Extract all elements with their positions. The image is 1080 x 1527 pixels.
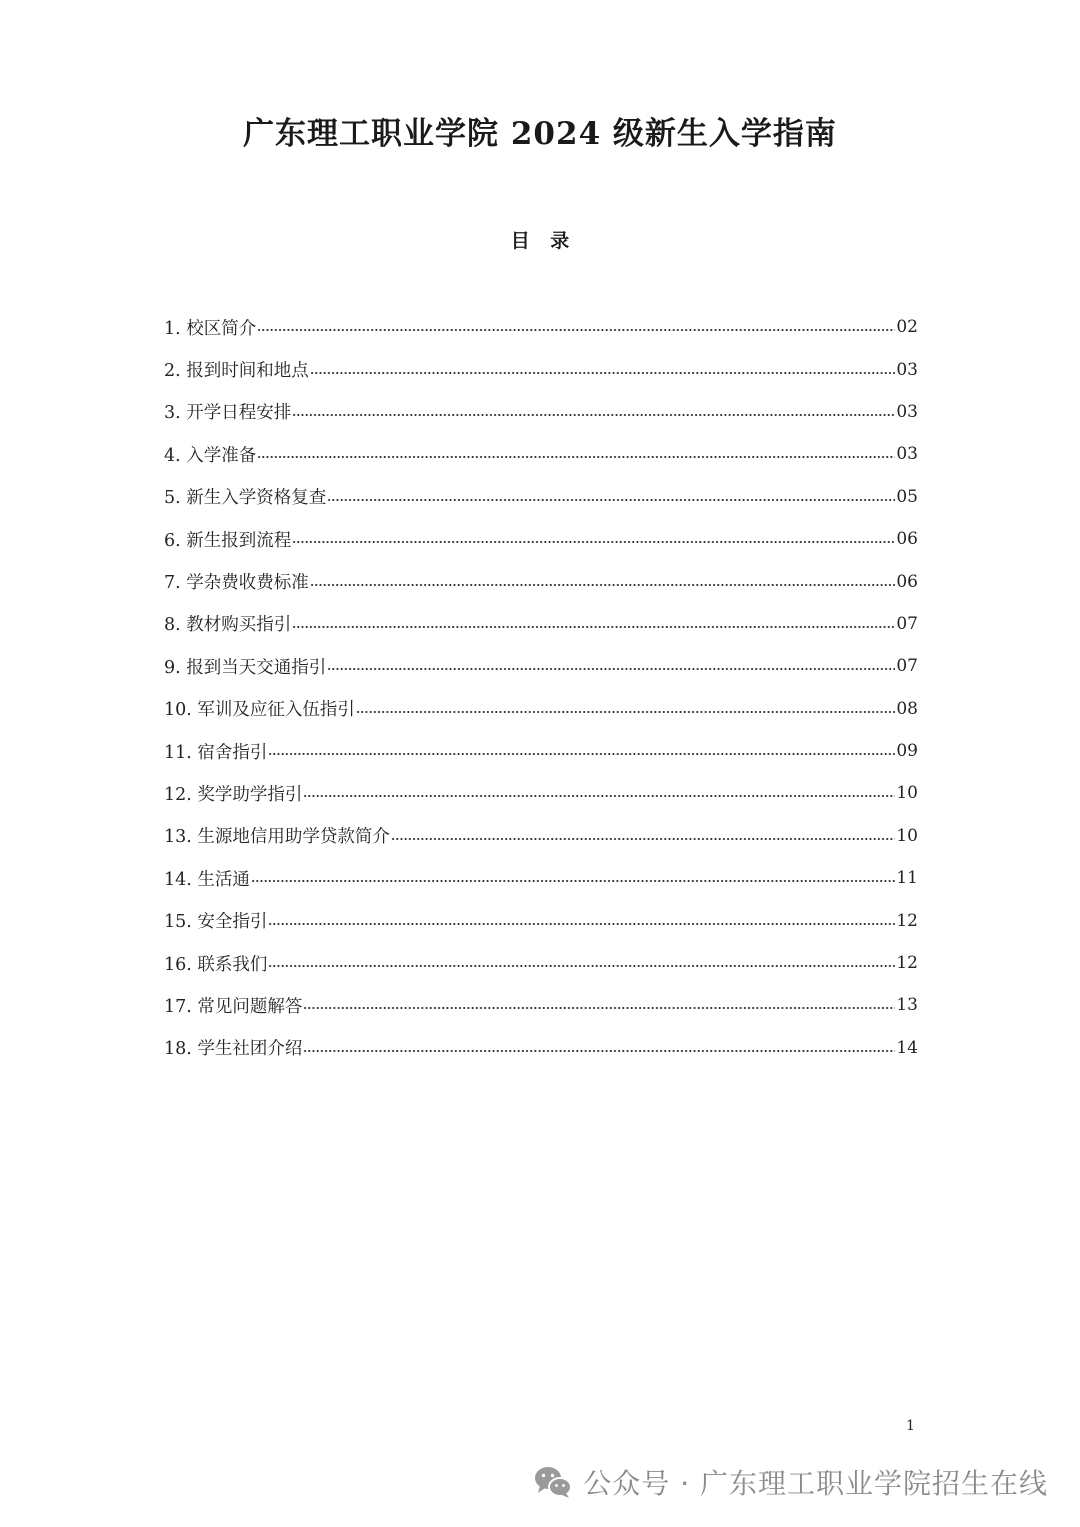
toc-item-page: 02: [896, 317, 918, 338]
watermark-text: 公众号 · 广东理工职业学院招生在线: [583, 1467, 1048, 1500]
toc-item[interactable]: [164, 306, 918, 348]
toc-heading: 目 录: [510, 230, 570, 252]
toc-dot-leader: [303, 1049, 895, 1053]
toc-dot-leader: [391, 837, 895, 841]
toc-item[interactable]: [164, 772, 918, 814]
toc-item-label: 18. 学生社团介绍: [164, 1039, 303, 1060]
wechat-icon: [533, 1464, 573, 1500]
toc-item-label: 10. 军训及应征入伍指引: [164, 700, 355, 721]
toc-dot-leader: [268, 964, 895, 968]
toc-item[interactable]: [164, 899, 918, 941]
toc-item[interactable]: [164, 391, 918, 433]
toc-dot-leader: [257, 455, 895, 459]
toc-item-label: 15. 安全指引: [164, 912, 268, 933]
toc-dot-leader: [327, 667, 895, 671]
toc-item-page: 10: [896, 825, 918, 846]
toc-item-page: 03: [896, 444, 918, 465]
toc-item-page: 07: [896, 656, 918, 677]
toc-item-page: 07: [896, 613, 918, 634]
toc-item-page: 08: [896, 698, 918, 719]
document-title: 广东理工职业学院 2024 级新生入学指南: [243, 116, 837, 152]
toc-dot-leader: [257, 328, 895, 332]
toc-item-label: 7. 学杂费收费标准: [164, 573, 309, 594]
toc-item[interactable]: [164, 560, 918, 602]
toc-item[interactable]: [164, 815, 918, 857]
toc-dot-leader: [303, 794, 895, 798]
toc-dot-leader: [327, 498, 895, 502]
toc-item-label: 16. 联系我们: [164, 954, 268, 975]
toc-dot-leader: [251, 879, 895, 883]
toc-item-label: 13. 生源地信用助学贷款简介: [164, 827, 390, 848]
toc-item-label: 8. 教材购买指引: [164, 615, 292, 636]
toc-dot-leader: [292, 625, 895, 629]
toc-item-page: 09: [896, 741, 918, 762]
toc-item-page: 11: [896, 868, 918, 889]
toc-item[interactable]: [164, 603, 918, 645]
toc-dot-leader: [310, 583, 896, 587]
toc-item-page: 06: [896, 571, 918, 592]
toc-item[interactable]: [164, 688, 918, 730]
toc-dot-leader: [303, 1006, 895, 1010]
toc-item-label: 17. 常见问题解答: [164, 996, 303, 1017]
toc-item-label: 5. 新生入学资格复查: [164, 488, 327, 509]
toc-dot-leader: [268, 922, 895, 926]
toc-item-label: 11. 宿舍指引: [164, 742, 268, 763]
toc-dot-leader: [356, 710, 895, 714]
toc-item-page: 03: [896, 401, 918, 422]
toc-item-label: 2. 报到时间和地点: [164, 361, 309, 382]
toc-item[interactable]: [164, 433, 918, 475]
table-of-contents: [164, 306, 918, 1069]
toc-item-page: 06: [896, 529, 918, 550]
toc-item-label: 12. 奖学助学指引: [164, 784, 303, 805]
toc-item-page: 13: [896, 995, 918, 1016]
toc-item[interactable]: [164, 857, 918, 899]
toc-dot-leader: [268, 752, 895, 756]
toc-item-label: 4. 入学准备: [164, 445, 257, 466]
toc-item-label: 1. 校区简介: [164, 318, 257, 339]
toc-dot-leader: [292, 540, 895, 544]
toc-item-label: 6. 新生报到流程: [164, 530, 292, 551]
toc-item-page: 10: [896, 783, 918, 804]
toc-dot-leader: [292, 413, 895, 417]
toc-item-page: 05: [896, 486, 918, 507]
watermark: [533, 1462, 1048, 1502]
toc-item-label: 9. 报到当天交通指引: [164, 657, 327, 678]
toc-item[interactable]: [164, 518, 918, 560]
toc-item[interactable]: [164, 730, 918, 772]
toc-item-label: 14. 生活通: [164, 869, 250, 890]
toc-item[interactable]: [164, 1027, 918, 1069]
toc-item[interactable]: [164, 984, 918, 1026]
toc-item-page: 03: [896, 359, 918, 380]
toc-item[interactable]: [164, 476, 918, 518]
toc-item-label: 3. 开学日程安排: [164, 403, 292, 424]
toc-item-page: 14: [896, 1037, 918, 1058]
page-number: 1: [906, 1418, 915, 1434]
toc-item-page: 12: [896, 953, 918, 974]
toc-item[interactable]: [164, 348, 918, 390]
toc-dot-leader: [310, 371, 896, 375]
toc-item-page: 12: [896, 910, 918, 931]
toc-item[interactable]: [164, 645, 918, 687]
toc-item[interactable]: [164, 942, 918, 984]
